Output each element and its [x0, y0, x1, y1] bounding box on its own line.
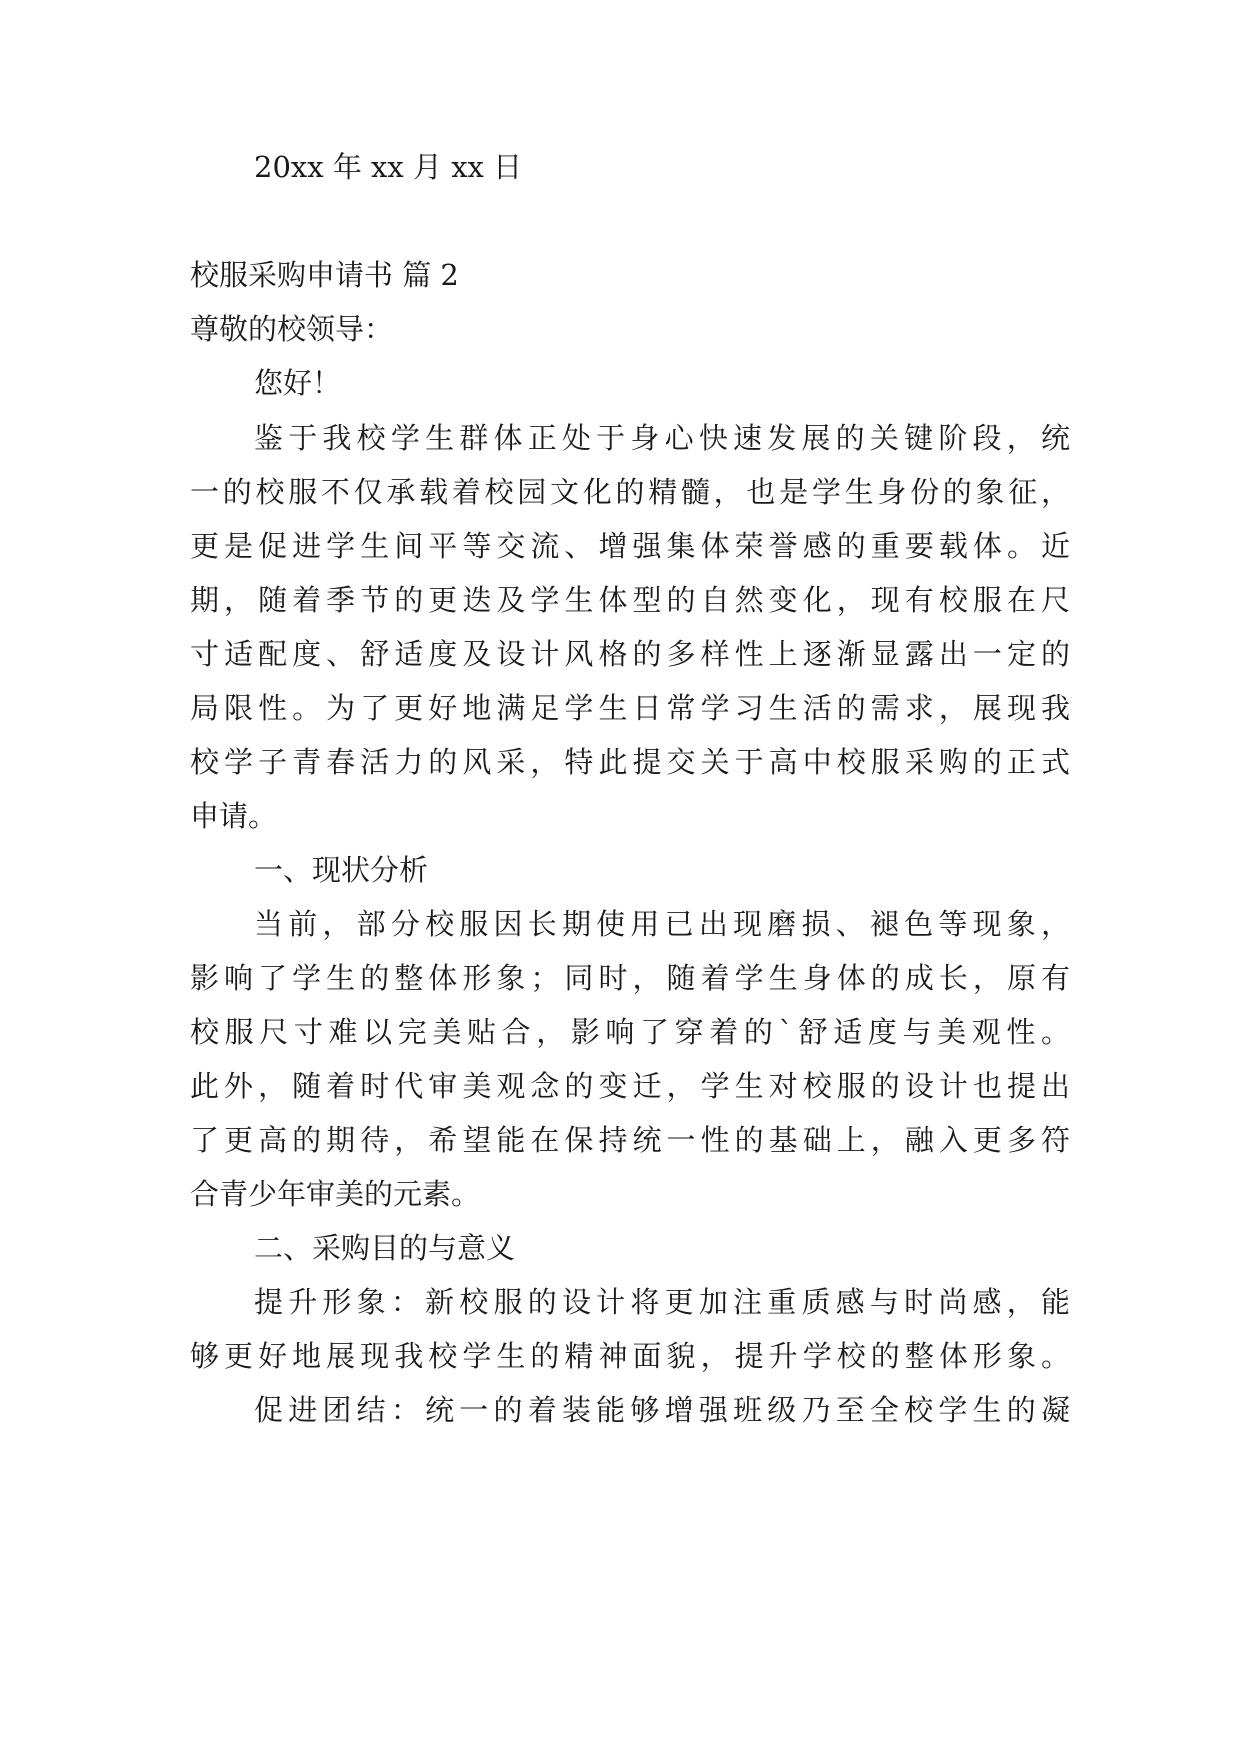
- section-heading: 一、现状分析: [254, 853, 429, 887]
- paragraph-line: 此外，随着时代审美观念的变迁，学生对校服的设计也提出: [190, 1069, 1070, 1103]
- greeting: 您好！: [254, 366, 342, 400]
- paragraph-line: 期，随着季节的更迭及学生体型的自然变化，现有校服在尺: [190, 583, 1070, 617]
- paragraph-line: 当前，部分校服因长期使用已出现磨损、褪色等现象，: [254, 907, 1070, 941]
- paragraph-line: 校服尺寸难以完美贴合，影响了穿着的`舒适度与美观性。: [190, 1015, 1070, 1049]
- salutation: 尊敬的校领导：: [190, 312, 394, 346]
- paragraph-line: 合青少年审美的元素。: [190, 1177, 481, 1211]
- paragraph-line: 局限性。为了更好地满足学生日常学习生活的需求，展现我: [190, 691, 1070, 725]
- paragraph-line: 寸适配度、舒适度及设计风格的多样性上逐渐显露出一定的: [190, 637, 1070, 671]
- date-line: 20xx 年 xx 月 xx 日: [254, 150, 523, 184]
- paragraph-line: 校学子青春活力的风采，特此提交关于高中校服采购的正式: [190, 745, 1070, 779]
- paragraph-line: 够更好地展现我校学生的精神面貌，提升学校的整体形象。: [190, 1339, 1070, 1373]
- paragraph-line: 影响了学生的整体形象；同时，随着学生身体的成长，原有: [190, 961, 1070, 995]
- paragraph-line: 提升形象：新校服的设计将更加注重质感与时尚感，能: [254, 1285, 1070, 1319]
- section-heading: 二、采购目的与意义: [254, 1231, 516, 1265]
- paragraph-line: 申请。: [190, 799, 278, 833]
- document-title: 校服采购申请书 篇 2: [190, 258, 459, 292]
- paragraph-line: 了更高的期待，希望能在保持统一性的基础上，融入更多符: [190, 1123, 1070, 1157]
- paragraph-line: 更是促进学生间平等交流、增强集体荣誉感的重要载体。近: [190, 529, 1070, 563]
- paragraph-line: 一的校服不仅承载着校园文化的精髓，也是学生身份的象征，: [190, 475, 1070, 509]
- paragraph-line: 促进团结：统一的着装能够增强班级乃至全校学生的凝: [254, 1393, 1070, 1427]
- paragraph-line: 鉴于我校学生群体正处于身心快速发展的关键阶段，统: [254, 421, 1070, 455]
